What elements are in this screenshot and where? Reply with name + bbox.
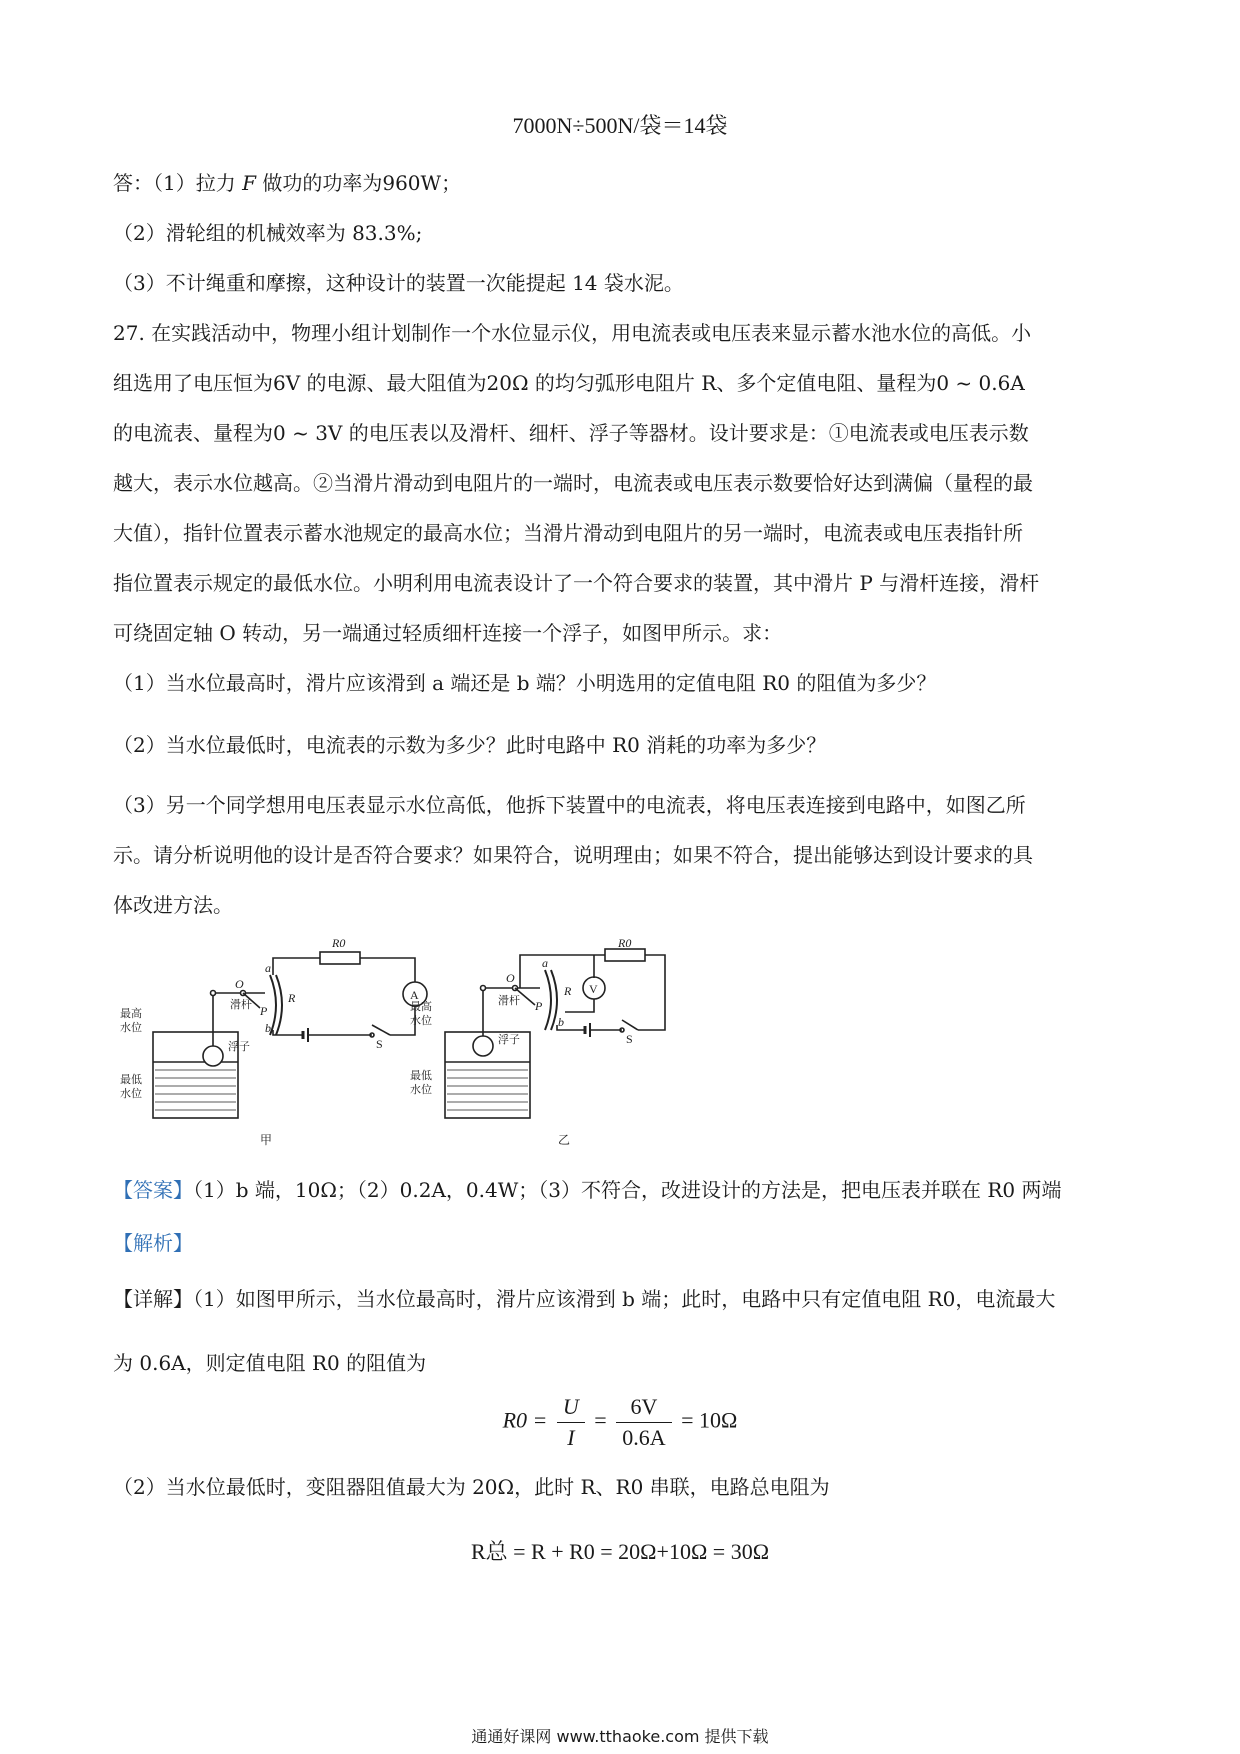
eq1-equals: = (594, 1407, 607, 1433)
label-high-yi: 最高 (410, 1001, 432, 1013)
subquestion-1: （1）当水位最高时，滑片应该滑到 a 端还是 b 端？小明选用的定值电阻 R0 的阻值为多少？ (113, 671, 937, 695)
switch-yi (622, 1020, 638, 1030)
label-S-jia: S (376, 1037, 383, 1051)
tank-jia (153, 1032, 238, 1118)
eq1-numerator-U: U (557, 1392, 585, 1423)
label-O-jia: O (235, 977, 244, 991)
answer-prefix: 答：（1）拉力 (113, 171, 243, 195)
label-rod-yi: 滑杆 (498, 995, 520, 1007)
label-b-yi: b (558, 1015, 564, 1029)
eq1-denominator-I: I (567, 1425, 575, 1450)
label-high2-yi: 水位 (410, 1015, 432, 1027)
float-yi (473, 1036, 493, 1056)
eq1-result: = 10Ω (681, 1407, 738, 1433)
label-a-jia: a (265, 961, 271, 975)
q27-line-3: 的电流表、量程为0 ~ 3V 的电压表以及滑杆、细杆、浮子等器材。设计要求是：①电流表或电压表示数 (113, 421, 1029, 445)
answer-line-2: （2）滑轮组的机械效率为 83.3%; (113, 221, 423, 245)
label-float-jia: 浮子 (228, 1041, 250, 1053)
label-high-jia: 最高 (120, 1008, 142, 1020)
label-rod-jia: 滑杆 (230, 999, 252, 1011)
footer-watermark: 通通好课网 www.tthaoke.com 提供下载 (471, 1727, 769, 1746)
label-A-jia: A (410, 988, 419, 1002)
detail-line-2: 为 0.6A，则定值电阻 R0 的阻值为 (113, 1351, 427, 1375)
eq1-left: R0 = (502, 1407, 548, 1433)
label-b-jia: b (265, 1021, 271, 1035)
label-a-yi: a (542, 956, 548, 970)
label-S-yi: S (626, 1032, 633, 1046)
answer-1-rest: 做功的功率为960W； (255, 171, 462, 195)
answer-text: （1）b 端，10Ω；（2）0.2A，0.4W；（3）不符合，改进设计的方法是，把电压表并联在 R0 两端 (193, 1178, 1062, 1202)
equation-R0 (0, 1392, 1240, 1453)
label-float-yi: 浮子 (498, 1034, 520, 1046)
eq1-denominator-06A: 0.6A (622, 1425, 666, 1450)
circuit-figure (110, 936, 770, 1150)
subquestion-2: （2）当水位最低时，电流表的示数为多少？此时电路中 R0 消耗的功率为多少？ (113, 733, 827, 757)
label-O-yi: O (506, 971, 515, 985)
q27-line-4: 越大，表示水位越高。②当滑片滑动到电阻片的一端时，电流表或电压表示数要恰好达到满偏（量程的最 (113, 471, 1033, 495)
label-P-yi: P (535, 999, 543, 1013)
label-V-yi: V (589, 982, 598, 996)
label-R-jia: R (288, 991, 296, 1005)
q27-line-7: 可绕固定轴 O 转动，另一端通过轻质细杆连接一个浮子，如图甲所示。求： (113, 621, 783, 645)
detail-line-3: （2）当水位最低时，变阻器阻值最大为 20Ω，此时 R、R0 串联，电路总电阻为 (113, 1475, 830, 1499)
subquestion-3-line-2: 示。请分析说明他的设计是否符合要求？如果符合，说明理由；如果不符合，提出能够达到设计要求的具 (113, 843, 1033, 867)
q27-line-6: 指位置表示规定的最低水位。小明利用电流表设计了一个符合要求的装置，其中滑片 P 与滑杆连接，滑杆 (113, 571, 1040, 595)
eq1-fraction-UI (557, 1392, 585, 1453)
label-R0-yi: R0 (618, 936, 632, 950)
resistor-R0-yi (605, 949, 645, 961)
analysis-tag: 【解析】 (113, 1231, 193, 1255)
label-R0-jia: R0 (332, 936, 346, 950)
label-low-yi: 最低 (410, 1070, 432, 1082)
arc-resistor-yi (545, 970, 551, 1030)
q27-line-5: 大值），指针位置表示蓄水池规定的最高水位；当滑片滑动到电阻片的另一端时，电流表或电压表指针所 (113, 521, 1023, 545)
label-low2-jia: 水位 (120, 1088, 142, 1100)
subquestion-3-line-3: 体改进方法。 (113, 893, 233, 917)
detail-line-1: 【详解】（1）如图甲所示，当水位最高时，滑片应该滑到 b 端；此时，电路中只有定值电阻 R0，电流最大 (113, 1287, 1056, 1311)
label-yi: 乙 (558, 1133, 571, 1147)
eq1-numerator-6V: 6V (616, 1392, 671, 1423)
answer-line-1 (113, 168, 461, 198)
switch-jia (372, 1025, 390, 1035)
equation-total-resistance: R总 = R + R0 = 20Ω+10Ω = 30Ω (470, 1539, 770, 1564)
label-high2-jia: 水位 (120, 1022, 142, 1034)
label-P-jia: P (260, 1004, 268, 1018)
label-low2-yi: 水位 (410, 1084, 432, 1096)
equation-bags: 7000N÷500N/袋＝14袋 (512, 113, 728, 138)
q27-line-2: 组选用了电压恒为6V 的电源、最大阻值为20Ω 的均匀弧形电阻片 R、多个定值电阻、量程为0 ~ 0.6A (113, 371, 1025, 395)
resistor-R0-jia (320, 952, 360, 964)
symbol-F: F (242, 171, 256, 195)
answer-line-3: （3）不计绳重和摩擦，这种设计的装置一次能提起 14 袋水泥。 (113, 271, 684, 295)
answer-line (113, 1175, 1061, 1205)
label-R-yi: R (564, 984, 572, 998)
label-jia: 甲 (260, 1133, 273, 1147)
label-low-jia: 最低 (120, 1074, 142, 1086)
eq1-fraction-values (616, 1392, 671, 1453)
subquestion-3-line-1: （3）另一个同学想用电压表显示水位高低，他拆下装置中的电流表，将电压表连接到电路中，如图乙所 (113, 793, 1026, 817)
q27-line-1: 27. 在实践活动中，物理小组计划制作一个水位显示仪，用电流表或电压表来显示蓄水池水位的高低。小 (113, 321, 1032, 345)
answer-tag: 【答案】 (113, 1178, 193, 1202)
float-jia (203, 1046, 223, 1066)
